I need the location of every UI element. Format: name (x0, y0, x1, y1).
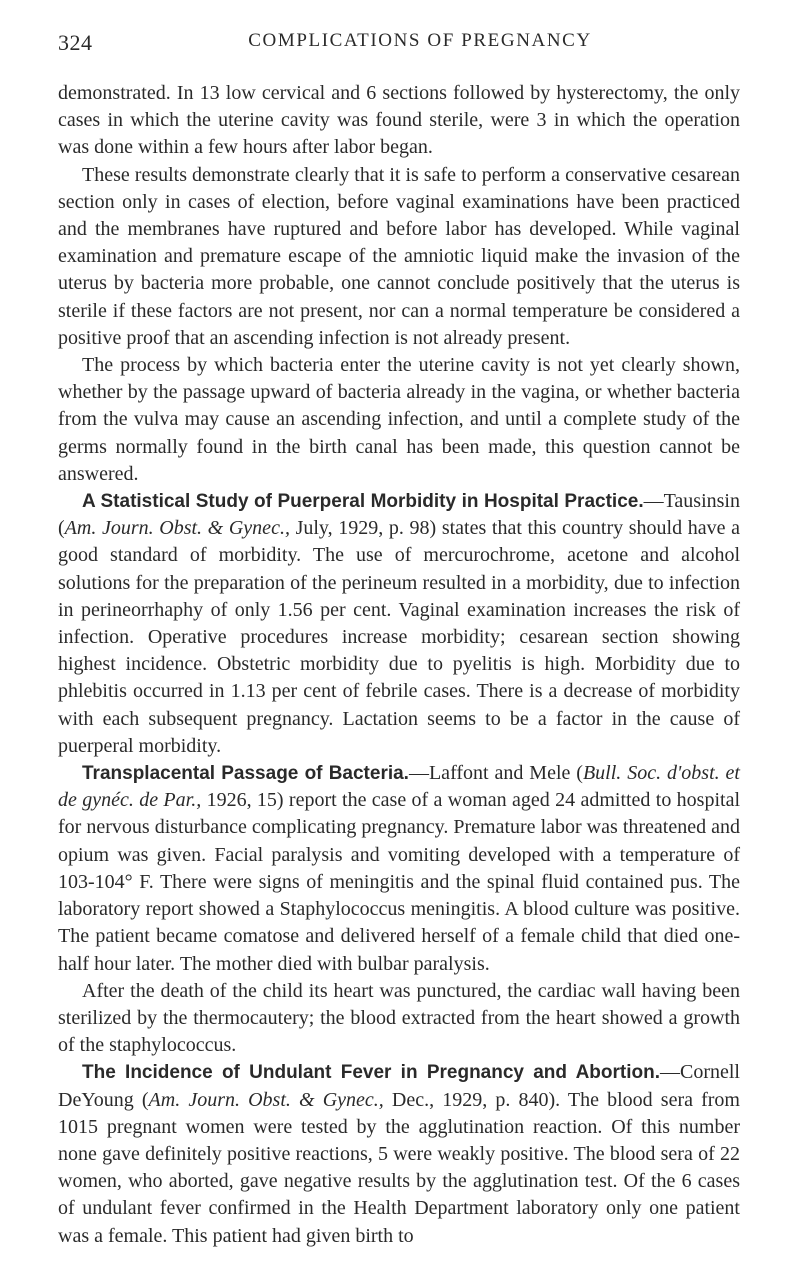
page-number: 324 (58, 30, 93, 55)
article-text: July, 1929, p. 98) states that this country should have a good standard of morbidity. The use of mercurochrome, acetone and alcohol solutions for the preparation of the perineum resulted in a morbidity, due to infection in perineorrhaphy of only 1.56 per cent. Vaginal examination increases the risk of infection. Operative procedures increase morbidity; cesarean section showing highest incidence. Obstetric morbidity due to pyelitis is high. Morbidity due to phlebitis occurred in 1.13 per cent of febrile cases. There is a decrease of morbidity with each subsequent pregnancy. Lactation seems to be a factor in the cause of puerperal morbidity. (58, 517, 741, 757)
article-heading: Transplacental Passage of Bacteria. (82, 763, 409, 785)
page-header (58, 30, 742, 60)
article-lead: —Laffont and Mele ( (408, 762, 583, 785)
journal-citation: Bull. Soc. d'obst. et de gynéc. de Par., (58, 762, 740, 812)
article-text: 1926, 15) report the case of a woman aged 24 admitted to hospital for nervous disturbance complicating pregnancy. Premature labor was threatened and opium was given. Facial paralysis and vomiting developed with a temperature of 103-104° F. There were signs of meningitis and the spinal fluid contained pus. The laboratory report showed a Staphylococcus meningitis. A blood culture was positive. The patient became comatose and delivered herself of a female child that died one-half hour later. The mother died with bulbar paralysis. (58, 789, 741, 975)
article-heading: A Statistical Study of Puerperal Morbidity in Hospital Practice. (82, 491, 644, 513)
body-text (58, 80, 740, 1250)
article-lead: —Cornell DeYoung ( (58, 1061, 740, 1111)
article-heading: The Incidence of Undulant Fever in Pregnancy and Abortion. (82, 1062, 660, 1084)
paragraph: These results demonstrate clearly that it is safe to perform a conservative cesarean section only in cases of election, before vaginal examinations have been practiced and the membranes have ruptured and before labor has developed. While vaginal examination and premature escape of the amniotic liquid make the invasion of the uterus by bacteria more probable, one cannot conclude positively that the uterus is sterile if these factors are not present, nor can a normal temperature be considered a positive proof that an ascending infection is not already present. (58, 163, 740, 349)
paragraph: The process by which bacteria enter the uterine cavity is not yet clearly shown, whether by the passage upward of bacteria already in the vagina, or whether bacteria from the vulva may cause an ascending infection, and until a complete study of the germs normally found in the birth canal has been made, this question cannot be answered. (58, 354, 740, 485)
paragraph: After the death of the child its heart was punctured, the cardiac wall having been sterilized by the thermocautery; the blood extracted from the heart showed a growth of the staphylococcus. (58, 979, 740, 1057)
paragraph-continuation: demonstrated. In 13 low cervical and 6 sections followed by hysterectomy, the only cases in which the uterine cavity was found sterile, were 3 in which the operation was done within a few hours after labor began. (58, 82, 740, 159)
article-text: Dec., 1929, p. 840). The blood sera from 1015 pregnant women were tested by the agglutination reaction. Of this number none gave definitely positive reactions, 5 were weakly positive. The blood sera of 22 women, who aborted, gave negative results by the agglutination test. Of the 6 cases of undulant fever confirmed in the Health Department laboratory only one patient was a female. This patient had given birth to (58, 1088, 740, 1247)
running-head: COMPLICATIONS OF PREGNANCY (248, 30, 592, 51)
article-puerperal-morbidity (58, 488, 740, 760)
journal-citation: Am. Journ. Obst. & Gynec., (148, 1088, 384, 1111)
article-transplacental-bacteria (58, 760, 740, 978)
article-lead: —Tausinsin ( (58, 490, 740, 540)
article-undulant-fever (58, 1059, 740, 1249)
journal-citation: Am. Journ. Obst. & Gynec., (64, 517, 290, 540)
